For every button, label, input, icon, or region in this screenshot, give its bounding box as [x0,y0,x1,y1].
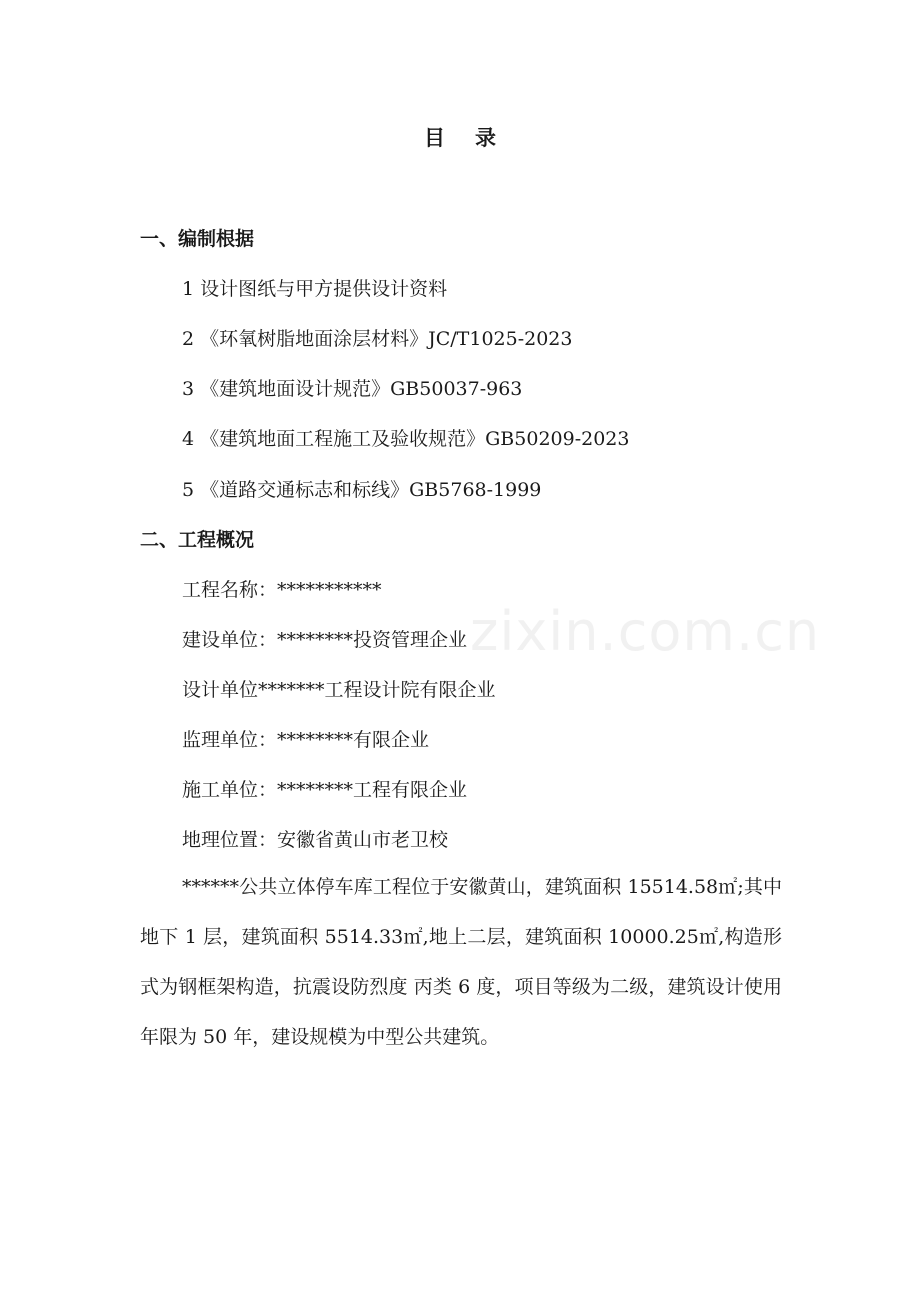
overview-item-supervisor: 监理单位：********有限企业 [182,729,430,751]
basis-item: 3 《建筑地面设计规范》GB50037-963 [182,378,523,400]
watermark: zixin.com.cn [470,600,821,663]
overview-item-designer: 设计单位*******工程设计院有限企业 [182,679,496,701]
project-description-paragraph: ******公共立体停车库工程位于安徽黄山，建筑面积 15514.58㎡;其中地下 1 层，建筑面积 5514.33㎡,地上二层，建筑面积 10000.25㎡,构造形式为钢框架构造，抗震设防烈度 丙类 6 度，项目等级为二级，建筑设计使用年限为 50 年，建设规模为中型公共建筑。 [140,876,782,1048]
overview-item-project-name: 工程名称：*********** [182,579,382,601]
page-title [0,122,920,152]
basis-item: 2 《环氧树脂地面涂层材料》JC/T1025-2023 [182,328,573,350]
title-char-2: 录 [475,125,496,150]
basis-item: 1 设计图纸与甲方提供设计资料 [182,278,448,300]
basis-item: 5 《道路交通标志和标线》GB5768-1999 [182,479,542,501]
basis-item: 4 《建筑地面工程施工及验收规范》GB50209-2023 [182,428,630,450]
section-heading-overview: 二、工程概况 [140,529,255,551]
overview-item-location: 地理位置：安徽省黄山市老卫校 [182,829,449,851]
section-heading-basis: 一、编制根据 [140,228,255,250]
title-char-1: 目 [424,125,445,150]
overview-item-owner: 建设单位：********投资管理企业 [182,629,468,651]
overview-item-contractor: 施工单位：********工程有限企业 [182,779,468,801]
